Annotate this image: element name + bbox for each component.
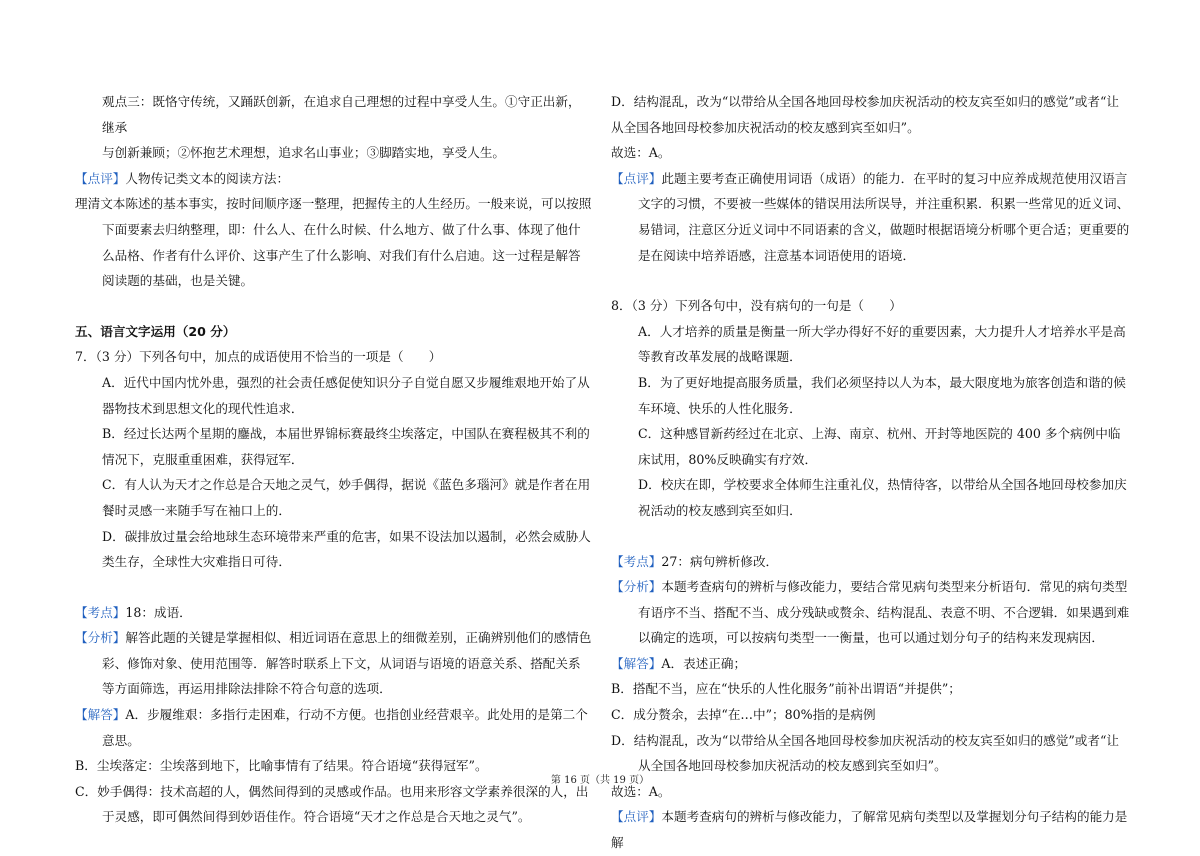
answer-d: D．结构混乱，改为“以带给从全国各地回母校参加庆祝活动的校友宾至如归的感觉”或者“让从全国各地回母校参加庆祝活动的校友感到宾至如归”。 <box>611 94 1119 135</box>
answer-b: B．搭配不当，应在“快乐的人性化服务”前补出谓语“并提供”； <box>611 681 961 697</box>
review-body: 理清文本陈述的基本事实，按时间顺序逐一整理，把握传主的人生经历。一般来说，可以按照下面要素去归纳整理，即：什么人、在什么时候、什么地方、做了什么事、体现了他什么品格、作者有什么评价、这事产生了什么影响、对我们有什么启迪。这一过程是解答阅读题的基础，也是关键。 <box>75 196 592 289</box>
review-heading <box>75 166 592 192</box>
answer-c: C．妙手偶得：技术高超的人，偶然间得到的灵感或作品。也用来形容文学素养很深的人，出于灵感，即可偶然间得到妙语佳作。符合语境“天才之作总是合天地之灵气”。 <box>75 783 589 825</box>
review-text: 人物传记类文本的阅读方法： <box>125 170 290 186</box>
jieda <box>611 651 1131 677</box>
q8-option-c: C．这种感冒新药经过在北京、上海、南京、杭州、开封等地医院的 400 多个病例中临床试用，80%反映确实有疗效． <box>638 426 1121 467</box>
left-column <box>75 89 592 830</box>
page-footer: 第 16 页（共 19 页） <box>550 775 650 786</box>
review-tag: 【点评】 <box>611 170 662 186</box>
viewpoint3-line2: 与创新兼顾；②怀抱艺术理想，追求名山事业；③脚踏实地，享受人生。 <box>102 145 505 161</box>
spacer <box>75 294 592 319</box>
kaodian <box>611 549 1131 575</box>
spacer <box>611 268 1131 293</box>
q7-option-d: D．碳排放过量会给地球生态环境带来严重的危害，如果不设法加以遏制，必然会威胁人类生存，全球性大灾难指日可待． <box>102 528 591 570</box>
review-text: 此题主要考查正确使用词语（成语）的能力．在平时的复习中应养成规范使用汉语言文字的习惯，不要被一些媒体的错误用法所误导，并注重积累．积累一些常见的近义词、易错词，注意区分近义词中不同语素的含义，做题时根据语境分析哪个更合适；更重要的是在阅读中培养语感，注意基本词语使用的语境． <box>638 170 1130 263</box>
answer-c: C．成分赘余，去掉“在…中”；80%指的是病例 <box>611 707 876 723</box>
jieda-text: A．表述正确； <box>661 655 747 671</box>
review2-text: 本题考查病句的辨析与修改能力，了解常见病句类型以及掌握划分句子结构的能力是解 <box>611 809 1128 851</box>
q8-option-a: A．人才培养的质量是衡量一所大学办得好不好的重要因素，大力提升人才培养水平是高等教育改革发展的战略课题． <box>638 323 1126 365</box>
choice-a: 故选：A。 <box>611 783 671 799</box>
kaodian-text: 18：成语． <box>125 604 192 620</box>
kaodian <box>75 600 592 626</box>
choice-d: 故选：A。 <box>611 145 671 161</box>
spacer <box>611 524 1131 549</box>
q8-stem: 8．（3 分）下列各句中，没有病句的一句是（ ） <box>611 298 902 314</box>
q7-option-a: A．近代中国内忧外患，强烈的社会责任感促使知识分子自觉自愿又步履维艰地开始了从器物技术到思想文化的现代性追求． <box>102 374 590 416</box>
spacer <box>75 575 592 600</box>
jieda <box>75 702 592 753</box>
fenxi-text: 本题考查病句的辨析与修改能力，要结合常见病句类型来分析语句．常见的病句类型有语序不当、搭配不当、成分残缺或赘余、结构混乱、表意不明、不合逻辑．如果遇到难以确定的选项，可以按病句类型一一衡量，也可以通过划分句子的结构来发现病因． <box>638 579 1130 646</box>
kaodian-tag: 【考点】 <box>75 604 126 620</box>
review2-tag: 【点评】 <box>611 809 662 825</box>
q7-option-b: B．经过长达两个星期的鏖战，本届世界锦标赛最终尘埃落定，中国队在赛程极其不利的情况下，克服重重困难，获得冠军． <box>102 426 590 467</box>
section-title: 五、语言文字运用（20 分） <box>75 323 236 339</box>
jieda-tag: 【解答】 <box>611 655 662 671</box>
q8-option-d: D．校庆在即，学校要求全体师生注重礼仪，热情待客，以带给从全国各地回母校参加庆祝活动的校友感到宾至如归． <box>638 477 1127 518</box>
review-tag: 【点评】 <box>75 170 126 186</box>
jieda-tag: 【解答】 <box>75 707 126 723</box>
answer-b: B．尘埃落定：尘埃落到地下，比喻事情有了结果。符合语境“获得冠军”。 <box>75 758 488 774</box>
fenxi-text: 解答此题的关键是掌握相似、相近词语在意思上的细微差别，正确辨别他们的感情色彩、修饰对象、使用范围等．解答时联系上下文，从词语与语境的语意关系、搭配关系等方面筛选，再运用排除法排除不符合句意的选项． <box>102 630 592 697</box>
right-column <box>611 89 1131 856</box>
kaodian-text: 27：病句辨析修改． <box>661 553 779 569</box>
review <box>611 166 1131 268</box>
jieda-text: A．步履维艰：多指行走困难，行动不方便。也指创业经营艰辛。此处用的是第二个意思。 <box>102 707 588 748</box>
q7-stem: 7．（3 分）下列各句中，加点的成语使用不恰当的一项是（ ） <box>75 349 442 365</box>
kaodian-tag: 【考点】 <box>611 553 662 569</box>
q7-option-c: C．有人认为天才之作总是合天地之灵气，妙手偶得，据说《蓝色多瑙河》就是作者在用餐时灵感一来随手写在袖口上的． <box>102 477 591 518</box>
fenxi-tag: 【分析】 <box>75 630 126 646</box>
q8-option-b: B．为了更好地提高服务质量，我们必须坚持以人为本，最大限度地为旅客创造和谐的候车环境、快乐的人性化服务． <box>638 374 1126 416</box>
fenxi-tag: 【分析】 <box>611 579 662 595</box>
answer-d-structure: D．结构混乱，改为“以带给从全国各地回母校参加庆祝活动的校友宾至如归的感觉”或者“让从全国各地回母校参加庆祝活动的校友感到宾至如归”。 <box>611 732 1119 774</box>
fenxi <box>75 625 592 702</box>
viewpoint3-line1: 观点三：既恪守传统，又踊跃创新，在追求自己理想的过程中享受人生。①守正出新，继承 <box>102 94 581 135</box>
fenxi <box>611 574 1131 651</box>
